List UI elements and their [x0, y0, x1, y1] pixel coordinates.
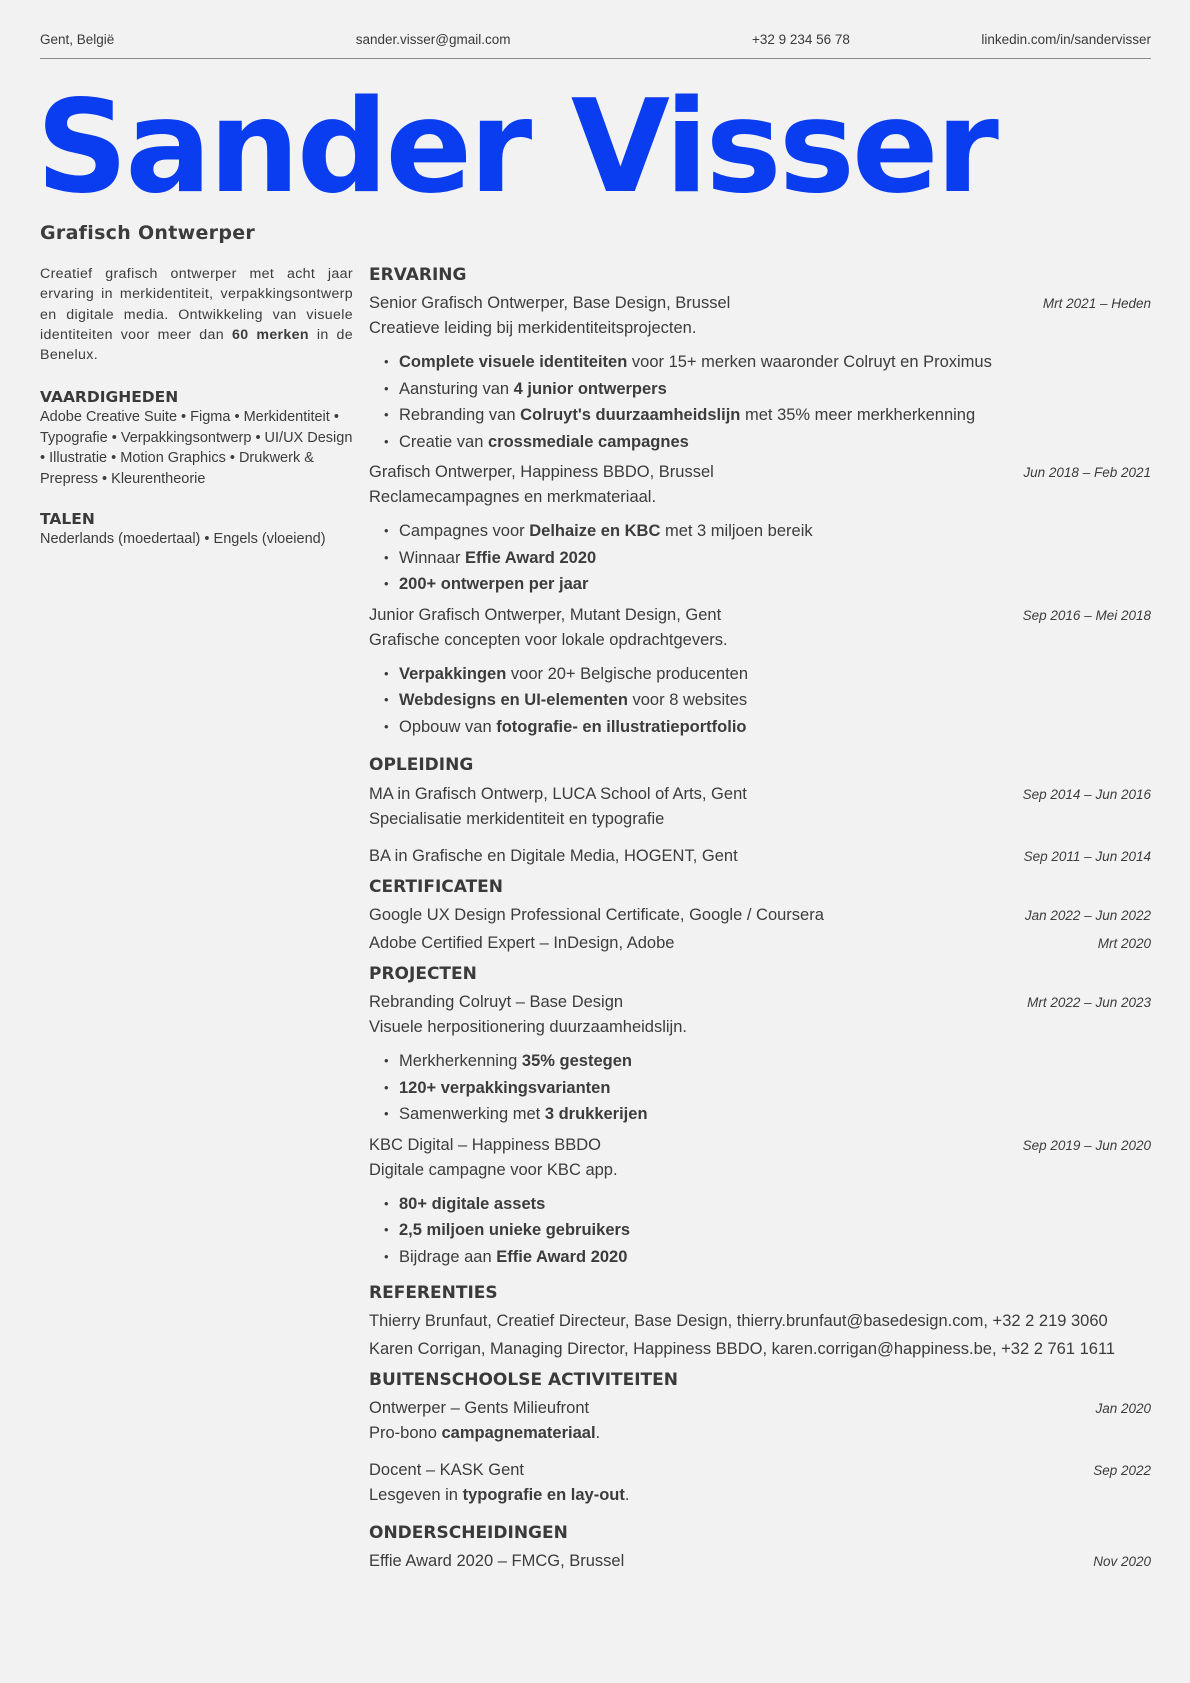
entry-title: Rebranding Colruyt – Base Design [369, 993, 624, 1011]
reference-text: Thierry Brunfaut, Creatief Directeur, Base Design, thierry.brunfaut@basedesign.com, +32 2 219 3060 [369, 1312, 1108, 1330]
entry-date: Sep 2022 [1093, 1463, 1151, 1478]
experience-entry [369, 291, 1151, 455]
entry-description: Reclamecampagnes en merkmateriaal. [369, 488, 657, 506]
entry-title: Junior Grafisch Ontwerper, Mutant Design, Gent [369, 605, 722, 624]
bullet-item: • Campagnes voor Delhaize en KBC met 3 miljoen bereik [384, 518, 1151, 545]
entry-description: Creatieve leiding bij merkidentiteitsprojecten. [369, 319, 697, 337]
entry-date: Jun 2018 – Feb 2021 [1023, 465, 1151, 480]
bullet-item: • Complete visuele identiteiten voor 15+ merken waaronder Colruyt en Proximus [384, 349, 1151, 376]
bullet-item: • 120+ verpakkingsvarianten [384, 1075, 1151, 1102]
experience-section [369, 264, 1151, 740]
summary-highlight: 60 merken [231, 326, 309, 343]
entry-bullets [384, 349, 1151, 455]
entry-date: Sep 2011 – Jun 2014 [1023, 849, 1151, 864]
entry-title: Docent – KASK Gent [369, 1461, 525, 1479]
entry-bullets [384, 1048, 1151, 1128]
entry-date: Nov 2020 [1093, 1554, 1151, 1569]
references-section [369, 1282, 1151, 1362]
awards-heading: ONDERSCHEIDINGEN [369, 1523, 568, 1543]
activities-section [369, 1369, 1151, 1508]
bullet-item: • Merkherkenning 35% gestegen [384, 1048, 1151, 1075]
entry-title: Ontwerper – Gents Milieufront [369, 1399, 590, 1417]
bullet-item: • Creatie van crossmediale campagnes [384, 429, 1151, 456]
projects-section [369, 963, 1151, 1270]
candidate-name: Sander Visser [36, 73, 996, 222]
reference-text: Karen Corrigan, Managing Director, Happiness BBDO, karen.corrigan@happiness.be, +32 2 761 1611 [369, 1340, 1116, 1358]
awards-section [369, 1522, 1151, 1574]
award-entry [369, 1549, 1151, 1574]
entry-title: Adobe Certified Expert – InDesign, Adobe [369, 934, 675, 952]
profile-summary [40, 264, 353, 365]
certificate-entry [369, 931, 1151, 956]
entry-bullets [384, 661, 1151, 741]
entry-description: Specialisatie merkidentiteit en typografie [369, 810, 665, 828]
entry-title: Grafisch Ontwerper, Happiness BBDO, Brussel [369, 463, 714, 481]
right-column [369, 264, 1151, 1574]
contact-linkedin[interactable]: linkedin.com/in/sandervisser [981, 32, 1151, 47]
activity-entry [369, 1396, 1151, 1446]
education-entry [369, 782, 1151, 832]
bullet-item: • Verpakkingen voor 20+ Belgische producenten [384, 661, 1151, 688]
bullet-item: • Opbouw van fotografie- en illustratieportfolio [384, 714, 1151, 741]
education-entry [369, 844, 1151, 869]
education-heading: OPLEIDING [369, 755, 474, 775]
entry-description: Visuele herpositionering duurzaamheidslijn. [369, 1018, 687, 1036]
bullet-item: • Webdesigns en UI-elementen voor 8 websites [384, 687, 1151, 714]
entry-date: Mrt 2022 – Jun 2023 [1027, 995, 1151, 1010]
entry-date: Sep 2019 – Jun 2020 [1022, 1137, 1151, 1153]
entry-title: BA in Grafische en Digitale Media, HOGENT, Gent [369, 847, 738, 865]
languages-heading: TALEN [40, 510, 95, 529]
job-title: Grafisch Ontwerper [40, 222, 256, 244]
entry-date: Jan 2020 [1095, 1401, 1151, 1416]
experience-entry [369, 460, 1151, 598]
contact-location: Gent, België [40, 32, 115, 47]
experience-heading: ERVARING [369, 265, 467, 285]
entry-title: Senior Grafisch Ontwerper, Base Design, Brussel [369, 294, 731, 312]
bullet-item: • Bijdrage aan Effie Award 2020 [384, 1244, 1151, 1271]
skills-list: Adobe Creative Suite • Figma • Merkidentiteit • Typografie • Verpakkingsontwerp • UI/UX Design • Illustratie • Motion Graphics • Drukwerk & Prepress • Kleurentheorie [40, 409, 353, 487]
certificate-entry [369, 903, 1151, 928]
entry-description: Grafische concepten voor lokale opdrachtgevers. [369, 630, 728, 649]
activities-heading: BUITENSCHOOLSE ACTIVITEITEN [369, 1370, 678, 1390]
entry-date: Sep 2014 – Jun 2016 [1022, 787, 1151, 802]
entry-description: Lesgeven in typografie en lay-out. [369, 1486, 630, 1504]
summary-text-end: in de Benelux. [40, 326, 353, 364]
bullet-item: • Samenwerking met 3 drukkerijen [384, 1101, 1151, 1128]
project-entry [369, 990, 1151, 1128]
entry-date: Sep 2016 – Mei 2018 [1022, 607, 1151, 623]
entry-title: KBC Digital – Happiness BBDO [369, 1135, 602, 1154]
bullet-item: • Winnaar Effie Award 2020 [384, 545, 1151, 572]
contact-bar [40, 31, 1151, 59]
activity-entry [369, 1458, 1151, 1508]
projects-heading: PROJECTEN [369, 964, 477, 984]
certificates-section [369, 876, 1151, 956]
entry-bullets [384, 518, 1151, 598]
entry-date: Mrt 2020 [1097, 936, 1151, 951]
skills-heading: VAARDIGHEDEN [40, 388, 179, 407]
entry-date: Jan 2022 – Jun 2022 [1024, 908, 1151, 923]
contact-phone: +32 9 234 56 78 [751, 32, 850, 47]
entry-title: Google UX Design Professional Certificate, Google / Coursera [369, 906, 824, 924]
bullet-item: • 80+ digitale assets [384, 1191, 1151, 1218]
bullet-item: • Rebranding van Colruyt's duurzaamheidslijn met 35% meer merkherkenning [384, 402, 1151, 429]
languages-list: Nederlands (moedertaal) • Engels (vloeiend) [40, 531, 326, 548]
certificates-heading: CERTIFICATEN [369, 877, 504, 897]
entry-date: Mrt 2021 – Heden [1042, 296, 1151, 311]
left-column [40, 264, 353, 550]
references-heading: REFERENTIES [369, 1283, 498, 1303]
reference-entry [369, 1337, 1151, 1362]
entry-title: MA in Grafisch Ontwerp, LUCA School of Arts, Gent [369, 785, 747, 803]
bullet-item: • Aansturing van 4 junior ontwerpers [384, 376, 1151, 403]
contact-email[interactable]: sander.visser@gmail.com [355, 32, 511, 47]
entry-title: Effie Award 2020 – FMCG, Brussel [369, 1552, 625, 1570]
education-section [369, 754, 1151, 869]
bullet-item: • 2,5 miljoen unieke gebruikers [384, 1217, 1151, 1244]
bullet-item: • 200+ ontwerpen per jaar [384, 571, 1151, 598]
entry-description: Pro-bono campagnemateriaal. [369, 1424, 601, 1442]
reference-entry [369, 1309, 1151, 1334]
summary-text: Creatief grafisch ontwerper met acht jaar ervaring in merkidentiteit, verpakkingsontwerp en digitale media. Ontwikkeling van visuele identiteiten voor meer dan [40, 266, 353, 343]
entry-description: Digitale campagne voor KBC app. [369, 1160, 618, 1179]
experience-entry [369, 603, 1151, 741]
project-entry [369, 1133, 1151, 1271]
entry-bullets [384, 1191, 1151, 1271]
